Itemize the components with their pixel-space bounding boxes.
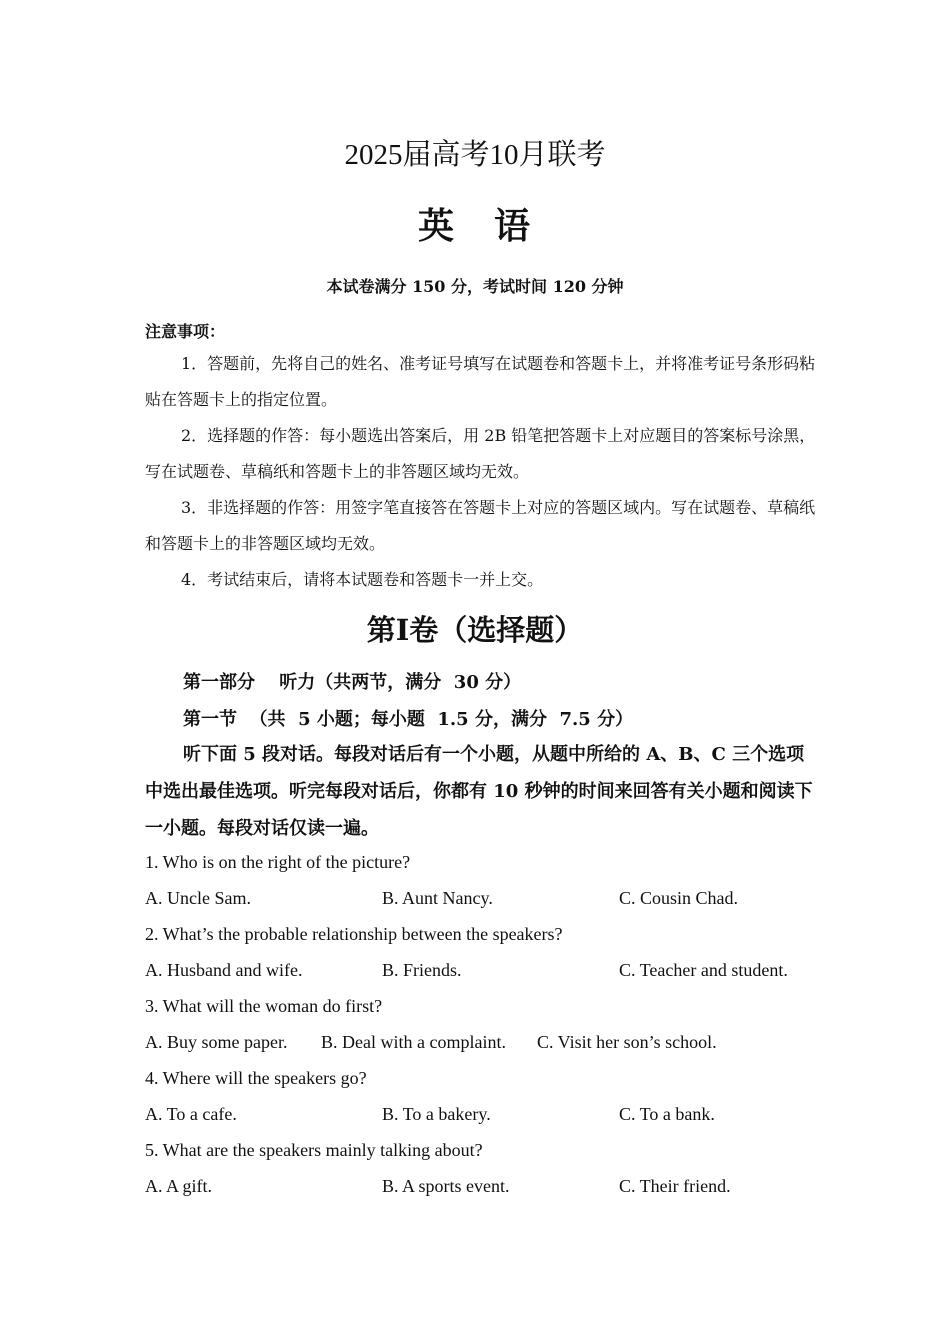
exam-meta: 本试卷满分 150 分，考试时间 120 分钟 (326, 277, 624, 296)
question-stem: 4. Where will the speakers go? (145, 1068, 367, 1088)
option-c: C. Cousin Chad. (619, 888, 739, 908)
notice-item (145, 418, 825, 490)
notice-text: 4．考试结束后，请将本试题卷和答题卡一并上交。 (181, 570, 544, 589)
notice-text: 2．选择题的作答：每小题选出答案后，用 2B 铅笔把答题卡上对应题目的答案标号涂黑，写在试题卷、草稿纸和答题卡上的非答题区域均无效。 (145, 426, 816, 481)
notice-heading: 注意事项： (145, 322, 226, 341)
section-heading: 第一节 （共 5 小题；每小题 1.5 分，满分 7.5 分） (183, 709, 634, 730)
question-stem: 5. What are the speakers mainly talking about? (145, 1140, 483, 1160)
notice-item (145, 562, 825, 598)
option-c: C. Teacher and student. (619, 960, 788, 980)
listening-instructions: 听下面 5 段对话。每段对话后有一个小题，从题中所给的 A、B、C 三个选项中选出最佳选项。听完每段对话后，你都有 10 秒钟的时间来回答有关小题和阅读下一小题。每段对话仅读一遍。 (145, 744, 813, 839)
volume-title: 第Ⅰ卷（选择题） (366, 613, 584, 647)
exam-title: 2025届高考10月联考 (344, 139, 606, 171)
question-stem: 2. What’s the probable relationship between the speakers? (145, 924, 563, 944)
option-b: B. Deal with a complaint. (321, 1032, 506, 1052)
option-c: C. Their friend. (619, 1176, 731, 1196)
part-heading: 第一部分 听力（共两节，满分 30 分） (183, 672, 522, 693)
option-c: C. Visit her son’s school. (537, 1032, 717, 1052)
question-stem: 1. Who is on the right of the picture? (145, 852, 411, 872)
notice-item (145, 346, 825, 418)
option-a: A. Buy some paper. (145, 1032, 288, 1052)
option-b: B. Aunt Nancy. (382, 888, 493, 908)
option-a: A. Uncle Sam. (145, 888, 251, 908)
subject-title: 英 语 (417, 205, 532, 247)
notice-text: 3．非选择题的作答：用签字笔直接答在答题卡上对应的答题区域内。写在试题卷、草稿纸和答题卡上的非答题区域均无效。 (145, 498, 816, 553)
option-b: B. To a bakery. (382, 1104, 491, 1124)
option-a: A. Husband and wife. (145, 960, 303, 980)
question-stem: 3. What will the woman do first? (145, 996, 383, 1016)
notice-text: 1．答题前，先将自己的姓名、准考证号填写在试题卷和答题卡上，并将准考证号条形码粘贴在答题卡上的指定位置。 (145, 354, 816, 409)
notice-item (145, 490, 825, 562)
option-c: C. To a bank. (619, 1104, 715, 1124)
option-a: A. To a cafe. (145, 1104, 237, 1124)
option-a: A. A gift. (145, 1176, 213, 1196)
option-b: B. Friends. (382, 960, 462, 980)
option-b: B. A sports event. (382, 1176, 510, 1196)
